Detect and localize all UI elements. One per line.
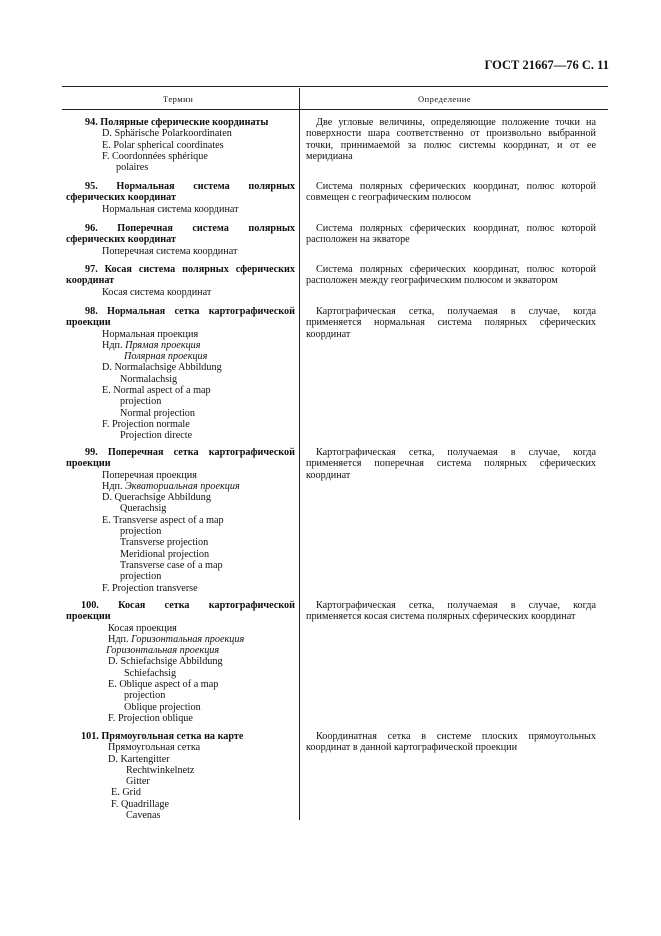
table-header-rule	[62, 109, 608, 110]
term-title: сферических координат	[66, 234, 176, 246]
term-title: проекции	[66, 458, 111, 470]
term-line: Transverse case of a map	[120, 559, 223, 571]
term-line: Meridional projection	[120, 548, 210, 560]
term-title: 99. Поперечная сетка картографической	[85, 447, 295, 458]
definition-95: Система полярных сферических координат, полюс которой совмещен с географическим полюсом	[306, 181, 596, 204]
term-title: 94. Полярные сферические координаты	[85, 117, 269, 128]
ndp-label: Ндп.	[108, 633, 129, 645]
term-line: Поперечная проекция	[102, 469, 197, 481]
term-entry-99	[66, 447, 295, 594]
deprecated-term: Горизонтальная проекция	[131, 633, 245, 645]
term-line: Cavenas	[126, 810, 161, 822]
definition-100: Картографическая сетка, получаемая в случае, когда применяется косая система полярных сферических координат	[306, 600, 596, 623]
term-title: 97. Косая система полярных сферических	[85, 264, 295, 275]
ndp-label: Ндп.	[102, 339, 123, 351]
term-title: координат	[66, 275, 115, 287]
term-line: Transverse projection	[120, 537, 209, 549]
term-line: projection	[120, 526, 162, 538]
term-line: Прямоугольная сетка	[108, 742, 201, 754]
definition-97: Система полярных сферических координат, полюс которой расположен между географическим полюсом и экватором	[306, 264, 596, 287]
term-title: проекции	[66, 611, 111, 623]
definition-94: Две угловые величины, определяющие положение точки на поверхности шара соответственно от произвольно выбранной точки, принимаемой за полюс системы координат, и от ее меридиана	[306, 117, 596, 162]
term-line: Projection directe	[120, 430, 193, 442]
page-header: ГОСТ 21667—76 С. 11	[484, 58, 609, 72]
term-line: Rechtwinkelnetz	[126, 764, 195, 776]
term-entry-98	[66, 306, 295, 442]
term-line: projection	[120, 396, 162, 408]
definition-101: Координатная сетка в системе плоских прямоугольных координат в данной картографической проекции	[306, 731, 596, 754]
deprecated-term: Горизонтальная проекция	[106, 645, 220, 657]
term-line: D. Sphärische Polarkoordinaten	[102, 128, 232, 140]
term-line: Normalachsig	[120, 373, 178, 385]
term-line: Schiefachsig	[124, 667, 177, 679]
term-line: Косая проекция	[108, 622, 177, 634]
term-line: Нормальная проекция	[102, 328, 199, 340]
deprecated-term: Полярная проекция	[124, 351, 208, 363]
deprecated-term: Прямая проекция	[125, 339, 201, 351]
table-top-rule	[62, 86, 608, 87]
term-entry-95	[66, 181, 295, 215]
term-line: D. Kartengitter	[108, 753, 170, 765]
term-title: 100. Косая сетка картографической	[81, 600, 295, 611]
term-line: F. Projection oblique	[108, 712, 193, 724]
term-line: F. Projection normale	[102, 418, 190, 430]
term-title: 101. Прямоугольная сетка на карте	[81, 731, 244, 742]
term-line: E. Transverse aspect of a map	[102, 514, 224, 526]
term-entry-97	[66, 264, 295, 298]
term-line: E. Grid	[111, 787, 141, 799]
term-line: E. Normal aspect of a map	[102, 385, 211, 397]
term-line: F. Projection transverse	[102, 582, 198, 594]
term-title: сферических координат	[66, 192, 176, 204]
term-line: Gitter	[126, 776, 150, 788]
term-entry-94	[66, 117, 295, 173]
definition-column-header: Определение	[418, 94, 472, 104]
term-title: проекции	[66, 317, 111, 329]
definition-99: Картографическая сетка, получаемая в случае, когда применяется поперечная система полярных сферических координат	[306, 447, 596, 481]
term-line	[66, 481, 295, 492]
definition-98: Картографическая сетка, получаемая в случае, когда применяется нормальная система полярных сферических координат	[306, 306, 596, 340]
term-line: D. Normalachsige Abbildung	[102, 362, 222, 374]
term-line: projection	[120, 571, 162, 583]
term-line: polaires	[116, 162, 149, 174]
term-title: 95. Нормальная система полярных	[85, 181, 295, 192]
term-line: E. Oblique aspect of a map	[108, 679, 219, 691]
term-title: 96. Поперечная система полярных	[85, 223, 295, 234]
definition-96: Система полярных сферических координат, полюс которой расположен на экваторе	[306, 223, 596, 246]
deprecated-term: Экваториальная проекция	[125, 480, 240, 492]
term-column-header: Термин	[163, 94, 194, 104]
term-title: 98. Нормальная сетка картографической	[85, 306, 295, 317]
ndp-label: Ндп.	[102, 480, 123, 492]
term-line: D. Schiefachsige Abbildung	[108, 656, 223, 668]
term-line: Поперечная система координат	[102, 245, 238, 257]
term-line	[66, 634, 295, 645]
term-entry-100	[66, 600, 295, 724]
term-entry-101	[66, 731, 295, 821]
term-line: Querachsig	[120, 503, 167, 515]
term-line: D. Querachsige Abbildung	[102, 492, 211, 504]
term-line: Oblique projection	[124, 701, 201, 713]
term-entry-96	[66, 223, 295, 257]
term-line: E. Polar spherical coordinates	[102, 139, 224, 151]
term-line: projection	[124, 690, 166, 702]
term-line	[66, 340, 295, 351]
term-line: F. Quadrillage	[111, 798, 170, 810]
term-line: Normal projection	[120, 407, 195, 419]
column-divider	[299, 88, 300, 820]
term-line: Косая система координат	[102, 286, 212, 298]
term-line: F. Coordonnées sphérique	[102, 150, 208, 162]
term-line: Нормальная система координат	[102, 203, 239, 215]
